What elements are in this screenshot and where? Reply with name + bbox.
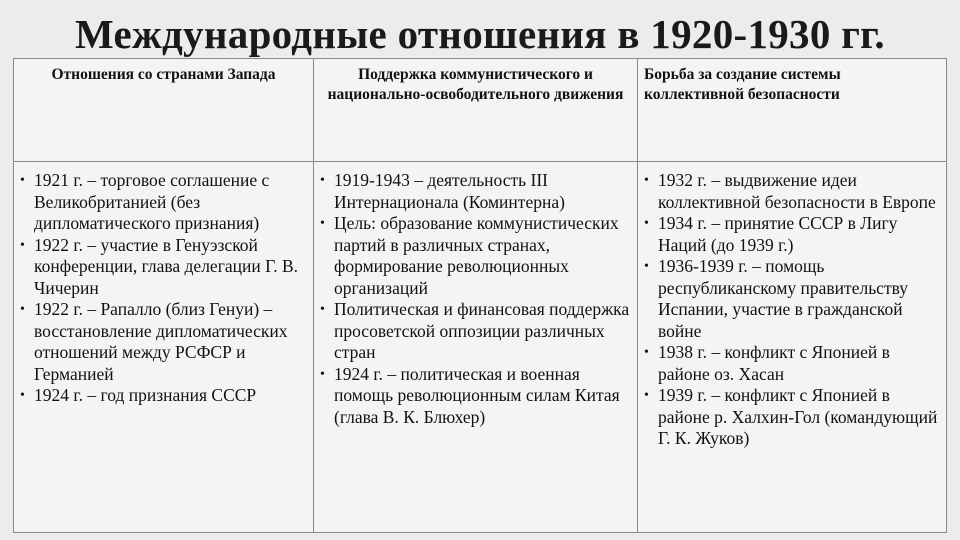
list-item-text: 1922 г. – Рапалло (близ Генуи) – восстановление дипломатических отношений между РСФСР и Германией xyxy=(34,299,288,384)
list-item-text: 1936-1939 г. – помощь республиканскому правительству Испании, участие в гражданской войне xyxy=(658,256,909,341)
bullet-icon: • xyxy=(644,173,649,188)
list-item-text: 1938 г. – конфликт с Японией в районе оз. Хасан xyxy=(658,342,890,384)
bullet-icon: • xyxy=(644,259,649,274)
column-cell-collective-security xyxy=(638,162,947,533)
list-item xyxy=(20,170,307,235)
list-item xyxy=(20,299,307,385)
bullet-icon: • xyxy=(644,345,649,360)
list-item-text: Цель: образование коммунистических партий в различных странах, формирование революционных организаций xyxy=(334,213,619,298)
table-row xyxy=(14,162,947,533)
list-item-text: 1934 г. – принятие СССР в Лигу Наций (до 1939 г.) xyxy=(658,213,898,255)
list-item xyxy=(644,342,940,385)
bullet-icon: • xyxy=(20,388,25,403)
bullet-list-west xyxy=(20,170,307,407)
bullet-icon: • xyxy=(20,302,25,317)
column-cell-communist-support xyxy=(314,162,638,533)
list-item-text: 1922 г. – участие в Генуэзской конференции, глава делегации Г. В. Чичерин xyxy=(34,234,299,298)
bullet-list-communist-support xyxy=(320,170,631,428)
list-item xyxy=(644,213,940,256)
list-item xyxy=(20,235,307,300)
list-item-text: Политическая и финансовая поддержка просоветской оппозиции различных стран xyxy=(334,299,630,362)
list-item-text: 1924 г. – год признания СССР xyxy=(34,385,257,405)
list-item-text: 1939 г. – конфликт с Японией в районе р. Халхин-Гол (командующий Г. К. Жуков) xyxy=(658,385,938,448)
column-header-collective-security: Борьба за создание системы коллективной безопасности xyxy=(638,59,947,162)
list-item xyxy=(320,299,631,364)
list-item xyxy=(20,385,307,407)
column-header-west: Отношения со странами Запада xyxy=(14,59,314,162)
bullet-icon: • xyxy=(20,173,25,188)
list-item-text: 1919-1943 – деятельность III Интернационала (Коминтерна) xyxy=(334,170,565,212)
bullet-icon: • xyxy=(320,216,325,231)
list-item-text: 1921 г. – торговое соглашение с Великобританией (без дипломатического признания) xyxy=(34,170,270,233)
page-title: Международные отношения в 1920-1930 гг. xyxy=(75,11,885,57)
list-item xyxy=(644,385,940,450)
bullet-icon: • xyxy=(644,388,649,403)
bullet-icon: • xyxy=(644,216,649,231)
bullet-icon: • xyxy=(20,237,25,253)
list-item xyxy=(320,170,631,213)
list-item xyxy=(320,364,631,429)
table-header-row xyxy=(14,59,947,162)
list-item xyxy=(320,213,631,299)
bullet-icon: • xyxy=(320,302,325,317)
list-item-text: 1924 г. – политическая и военная помощь революционным силам Китая (глава В. К. Блюхер) xyxy=(334,363,620,427)
bullet-icon: • xyxy=(320,173,325,188)
column-header-communist-support: Поддержка коммунистического и национально-освободительного движения xyxy=(314,59,638,162)
bullet-icon: • xyxy=(320,366,325,382)
list-item xyxy=(644,256,940,342)
relations-table xyxy=(13,58,947,533)
bullet-list-collective-security xyxy=(644,170,940,450)
list-item xyxy=(644,170,940,213)
list-item-text: 1932 г. – выдвижение идеи коллективной безопасности в Европе xyxy=(658,170,936,212)
column-cell-west xyxy=(14,162,314,533)
